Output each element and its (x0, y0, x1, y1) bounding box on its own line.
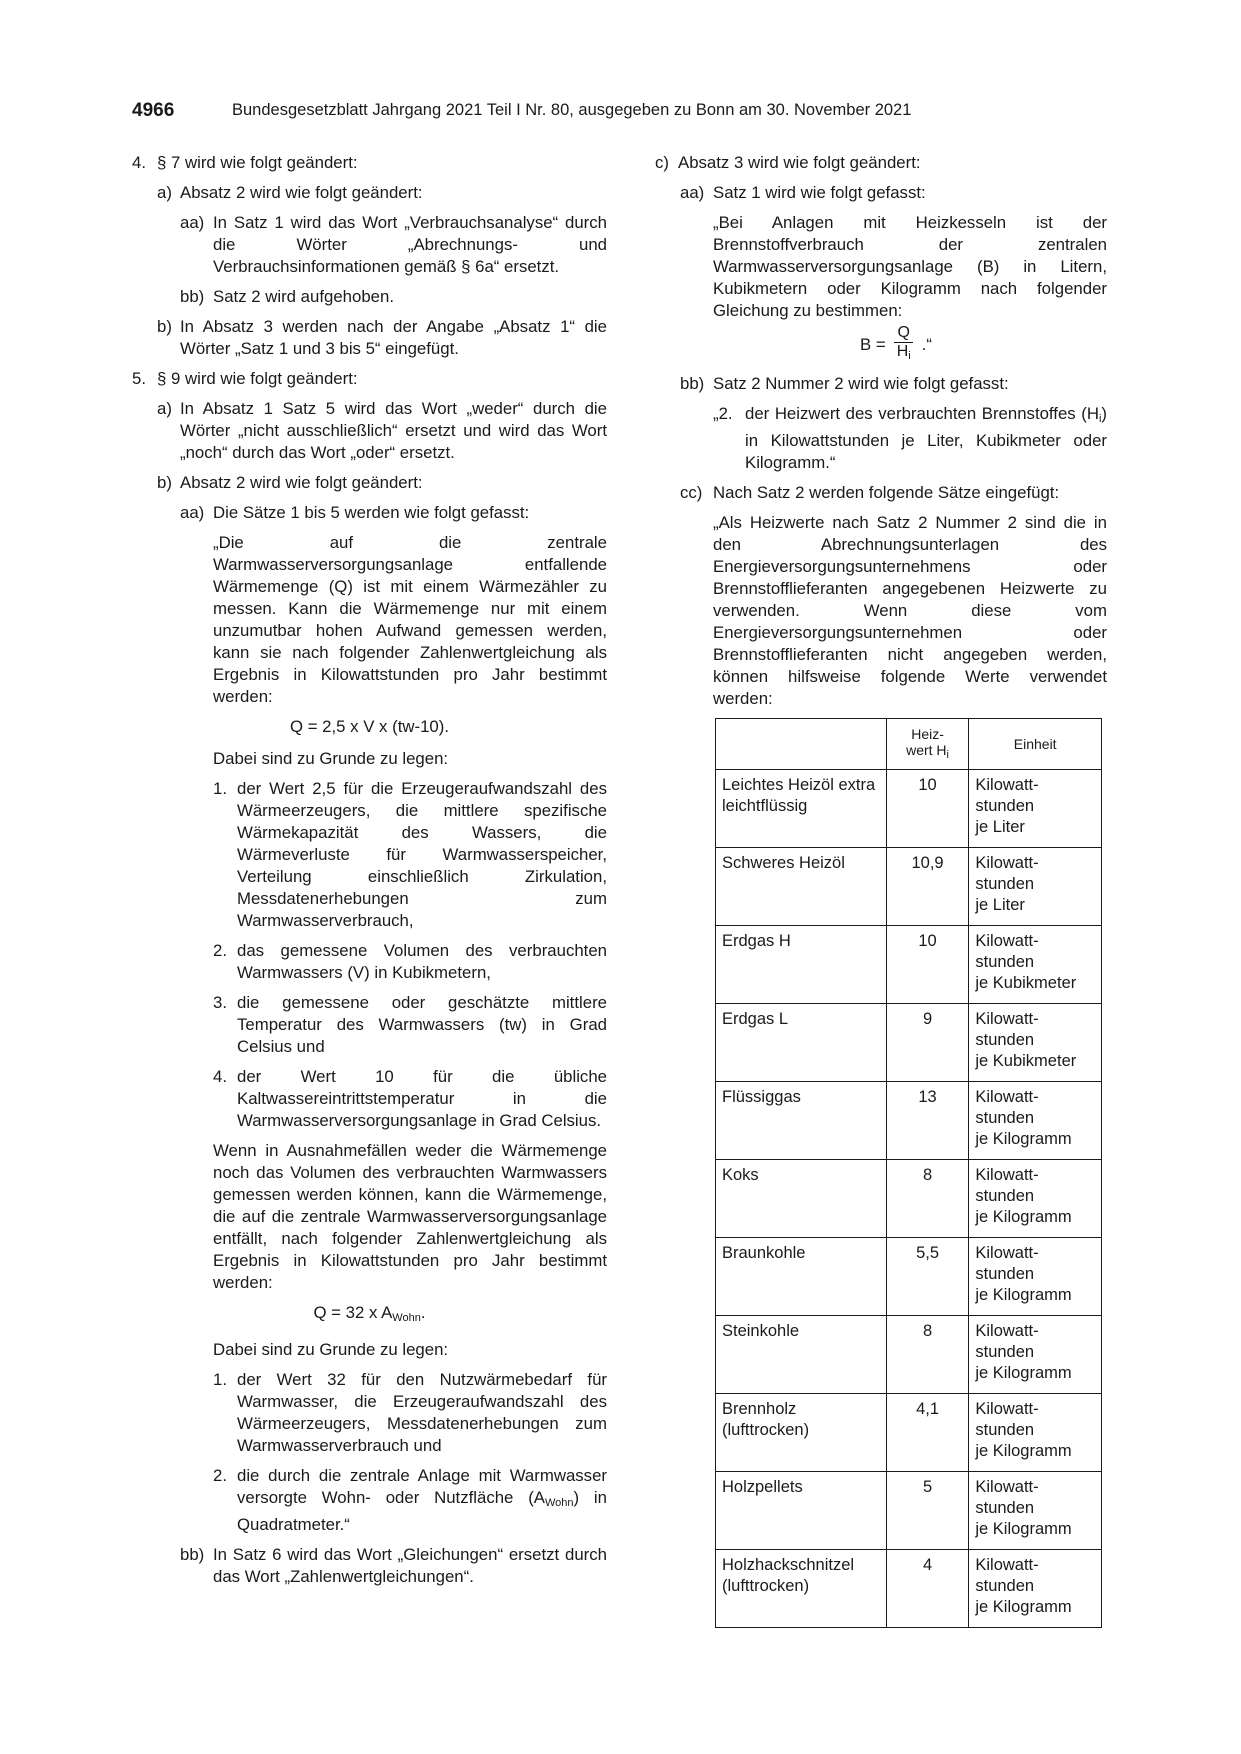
heat-formula: Q = 2,5 x V x (tw-10). (289, 717, 449, 736)
amendment-item-4b (157, 316, 607, 360)
item-text: § 9 wird wie folgt geändert: (157, 369, 358, 388)
list-item (213, 992, 607, 1058)
heating-value-table (715, 718, 1102, 1628)
basis-heading: Dabei sind zu Grunde zu legen: (213, 749, 449, 768)
subscript: i (1098, 413, 1102, 425)
quoted-paragraph: Wenn in Ausnahmefällen weder die Wärmemenge noch das Volumen des verbrauchten Warmwassers gemessen werden können, kann die Wärmemenge, die auf die zentrale Warmwasserversorgungsanlage entfällt, nach folgender Zahlenwertgleichung als Ergebnis in Kilowattstunden pro Jahr bestimmt werden: (213, 1141, 607, 1292)
cell-heating-value: 4,1 (886, 1394, 969, 1472)
item-label: 2. (213, 941, 227, 960)
item-label: bb) (680, 374, 705, 393)
table-row (716, 770, 1102, 848)
amendment-item-c-cc (680, 482, 1107, 504)
cell-fuel: Holzpellets (716, 1472, 887, 1550)
cell-heating-value: 8 (886, 1316, 969, 1394)
quoted-paragraph: „Bei Anlagen mit Heizkesseln ist der Brennstoffverbrauch der zentralen Warmwasserversorgungsanlage (B) in Litern, Kubikmetern oder Kilogramm nach folgender Gleichung zu bestimmen: (713, 213, 1107, 320)
formula-lhs: B = (860, 334, 886, 354)
cell-fuel: Koks (716, 1160, 887, 1238)
item-label: aa) (180, 213, 205, 232)
table-row (716, 1160, 1102, 1238)
list-item (213, 778, 607, 932)
table-row (716, 1394, 1102, 1472)
cell-fuel: Flüssiggas (716, 1082, 887, 1160)
table-row (716, 1316, 1102, 1394)
item-text: In Absatz 1 Satz 5 wird das Wort „weder“ durch die Wörter „nicht ausschließlich“ ersetzt und wird das Wort „noch“ durch das Wort „oder“ ersetzt. (180, 399, 607, 462)
item-text: § 7 wird wie folgt geändert: (157, 153, 358, 172)
quoted-paragraph: „Die auf die zentrale Warmwasserversorgungsanlage entfallende Wärmemenge (Q) ist mit einem Wärmezähler zu messen. Kann die Wärmemenge nur mit einem unzumutbar hohen Aufwand gemessen werden, kann sie nach folgender Zahlenwertgleichung als Ergebnis in Kilowattstunden pro Jahr bestimmt werden: (213, 533, 607, 706)
fuel-formula (655, 324, 1107, 365)
header-heating-value (886, 719, 969, 770)
cell-heating-value: 5,5 (886, 1238, 969, 1316)
item-text: Die Sätze 1 bis 5 werden wie folgt gefasst: (213, 503, 530, 522)
item-text: Satz 2 Nummer 2 wird wie folgt gefasst: (713, 374, 1009, 393)
fraction (894, 324, 914, 365)
amendment-item-c (655, 152, 1107, 174)
cell-heating-value: 13 (886, 1082, 969, 1160)
formula-end: . (420, 1303, 426, 1322)
cell-heating-value: 4 (886, 1550, 969, 1628)
cell-heating-value: 5 (886, 1472, 969, 1550)
fraction-denominator (894, 343, 914, 365)
amendment-item-c-aa (680, 182, 1107, 204)
amendment-item-5 (132, 368, 607, 390)
amendment-item-5a (157, 398, 607, 464)
table-row (716, 926, 1102, 1004)
cell-fuel: Erdgas H (716, 926, 887, 1004)
subscript: i (908, 350, 911, 362)
item-label: 4. (132, 153, 146, 172)
cell-unit: Kilowatt- stunden je Kilogramm (969, 1550, 1102, 1628)
subscript: Wohn (544, 1497, 574, 1509)
item-text: Absatz 2 wird wie folgt geändert: (180, 473, 423, 492)
item-text: Satz 2 wird aufgehoben. (213, 287, 394, 306)
area-formula (132, 1302, 607, 1329)
item-label: 1. (213, 779, 227, 798)
item-text: der Wert 2,5 für die Erzeugeraufwandszahl des Wärmeerzeugers, die mittlere spezifische Wärmekapazität des Wassers, die Wärmeverluste für Warmwasserspeicher, Verteilung einschließlich Zirkulation, Messdatenerhebungen zum Warmwasserverbrauch, (237, 779, 607, 930)
amendment-item-5b (157, 472, 607, 494)
item-label: a) (157, 399, 172, 418)
cell-unit: Kilowatt- stunden je Liter (969, 848, 1102, 926)
page-header (132, 100, 1012, 126)
item-text: die gemessene oder geschätzte mittlere Temperatur des Warmwassers (tw) in Grad Celsius und (237, 993, 607, 1056)
item-label: bb) (180, 287, 205, 306)
item-text: Satz 1 wird wie folgt gefasst: (713, 183, 926, 202)
item-text: In Satz 6 wird das Wort „Gleichungen“ ersetzt durch das Wort „Zahlenwertgleichungen“. (213, 1545, 607, 1586)
header-unit: Einheit (969, 719, 1102, 770)
item-text (237, 1465, 607, 1536)
cell-fuel: Erdgas L (716, 1004, 887, 1082)
amendment-item-4a-aa (180, 212, 607, 278)
item-label: cc) (680, 483, 703, 502)
item-label: c) (655, 153, 669, 172)
item-text: In Absatz 3 werden nach der Angabe „Absatz 1“ die Wörter „Satz 1 und 3 bis 5“ eingefügt. (180, 317, 607, 358)
list-item (213, 940, 607, 984)
item-label: 2. (213, 1466, 227, 1485)
cell-unit: Kilowatt- stunden je Kilogramm (969, 1316, 1102, 1394)
subscript: i (946, 748, 949, 761)
cell-unit: Kilowatt- stunden je Kilogramm (969, 1160, 1102, 1238)
amendment-item-c-bb (680, 373, 1107, 395)
item-label: 3. (213, 993, 227, 1012)
table-row (716, 1472, 1102, 1550)
right-column (655, 152, 1107, 1628)
cell-unit: Kilowatt- stunden je Kubikmeter (969, 1004, 1102, 1082)
cell-fuel: Steinkohle (716, 1316, 887, 1394)
table-header-row (716, 719, 1102, 770)
page-number: 4966 (132, 100, 175, 121)
formula-subscript: Wohn (392, 1312, 421, 1324)
list-item (213, 1369, 607, 1457)
header-text: wert H (906, 741, 947, 758)
text-part: ) in Quadratmeter.“ (237, 1488, 607, 1534)
cell-fuel: Brennholz (lufttrocken) (716, 1394, 887, 1472)
fraction-numerator: Q (894, 324, 912, 343)
table-row (716, 1004, 1102, 1082)
denominator-text: H (896, 343, 909, 360)
item-label: 1. (213, 1370, 227, 1389)
amendment-item-5b-aa (180, 502, 607, 524)
quoted-paragraph: „Als Heizwerte nach Satz 2 Nummer 2 sind die in den Abrechnungsunterlagen des Energieversorgungsunternehmens oder Brennstofflieferanten angegebenen Heizwerte zu verwenden. Wenn diese vom Energieversorgungsunternehmen oder Brennstofflieferanten nicht angegeben werden, können hilfsweise folgende Werte verwendet werden: (713, 513, 1107, 708)
item-label: 4. (213, 1067, 227, 1086)
text-part: ) in Kilowattstunden je Liter, Kubikmeter oder Kilogramm.“ (745, 404, 1107, 472)
item-label: 5. (132, 369, 146, 388)
table-row (716, 848, 1102, 926)
item-label: b) (157, 317, 172, 336)
item-label: aa) (680, 183, 705, 202)
item-label: bb) (180, 1545, 205, 1564)
item-label: a) (157, 183, 172, 202)
cell-unit: Kilowatt- stunden je Kilogramm (969, 1238, 1102, 1316)
gazette-title: Bundesgesetzblatt Jahrgang 2021 Teil I Nr. 80, ausgegeben zu Bonn am 30. November 2021 (232, 101, 912, 119)
list-item (213, 1465, 607, 1536)
amendment-item-5b-bb (180, 1544, 607, 1588)
amendment-item-4 (132, 152, 607, 174)
header-fuel (716, 719, 887, 770)
cell-unit: Kilowatt- stunden je Liter (969, 770, 1102, 848)
item-text (745, 403, 1107, 474)
item-text: Absatz 3 wird wie folgt geändert: (678, 153, 921, 172)
amendment-item-4a (157, 182, 607, 204)
table-row (716, 1082, 1102, 1160)
formula-tail: .“ (921, 334, 932, 354)
cell-fuel: Braunkohle (716, 1238, 887, 1316)
text-part: die durch die zentrale Anlage mit Warmwasser versorgte Wohn- oder Nutzfläche (A (237, 1466, 607, 1507)
table-row (716, 1550, 1102, 1628)
list-item (213, 1066, 607, 1132)
text-part: der Heizwert des verbrauchten Brennstoffes (H (745, 404, 1099, 423)
amendment-item-4a-bb (180, 286, 607, 308)
item-label: aa) (180, 503, 205, 522)
cell-unit: Kilowatt- stunden je Kilogramm (969, 1472, 1102, 1550)
item-text: Nach Satz 2 werden folgende Sätze eingefügt: (713, 483, 1060, 502)
cell-fuel: Holzhackschnitzel (lufttrocken) (716, 1550, 887, 1628)
item-text: der Wert 10 für die übliche Kaltwassereintrittstemperatur in die Warmwasserversorgungsanlage in Grad Celsius. (237, 1067, 607, 1130)
formula-main: Q = 32 x A (313, 1303, 393, 1322)
left-column (132, 152, 607, 1596)
cell-unit: Kilowatt- stunden je Kilogramm (969, 1082, 1102, 1160)
item-text: der Wert 32 für den Nutzwärmebedarf für Warmwasser, die Erzeugeraufwandszahl des Wärmeerzeugers, Messdatenerhebungen zum Warmwasserverbrauch und (237, 1370, 607, 1455)
quoted-item (713, 403, 1107, 474)
cell-heating-value: 10,9 (886, 848, 969, 926)
item-text: In Satz 1 wird das Wort „Verbrauchsanalyse“ durch die Wörter „Abrechnungs- und Verbrauchsinformationen gemäß § 6a“ ersetzt. (213, 213, 607, 276)
cell-heating-value: 10 (886, 770, 969, 848)
cell-fuel: Leichtes Heizöl extra leichtflüssig (716, 770, 887, 848)
table-row (716, 1238, 1102, 1316)
cell-heating-value: 9 (886, 1004, 969, 1082)
cell-heating-value: 8 (886, 1160, 969, 1238)
cell-fuel: Schweres Heizöl (716, 848, 887, 926)
cell-unit: Kilowatt- stunden je Kilogramm (969, 1394, 1102, 1472)
cell-unit: Kilowatt- stunden je Kubikmeter (969, 926, 1102, 1004)
item-text: Absatz 2 wird wie folgt geändert: (180, 183, 423, 202)
item-text: das gemessene Volumen des verbrauchten Warmwassers (V) in Kubikmetern, (237, 941, 607, 982)
cell-heating-value: 10 (886, 926, 969, 1004)
item-label: b) (157, 473, 172, 492)
header-text: Heiz- (911, 725, 944, 742)
basis-heading: Dabei sind zu Grunde zu legen: (213, 1340, 449, 1359)
item-label: „2. (713, 404, 733, 423)
